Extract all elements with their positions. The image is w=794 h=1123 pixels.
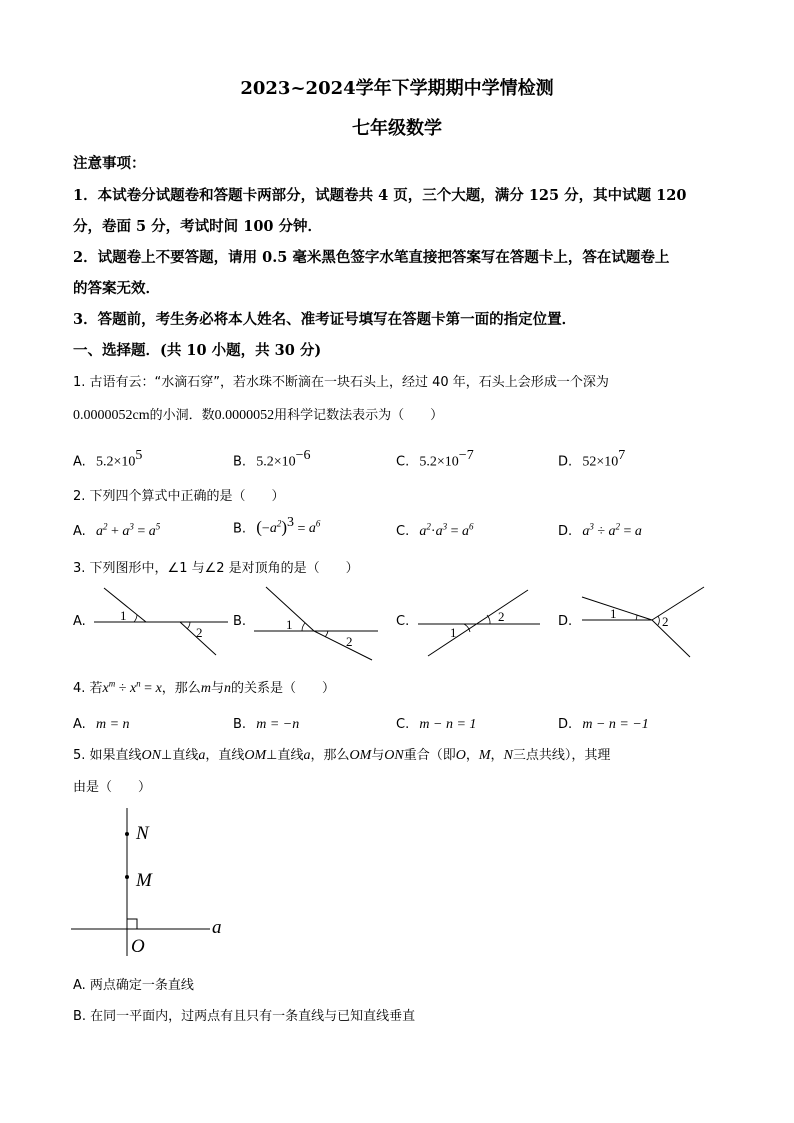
- angle-1-label: 1: [286, 617, 293, 632]
- q1-value-cm: 0.0000052cm: [73, 408, 150, 423]
- note-1-line-1: 1．本试卷分试题卷和答题卡两部分，试题卷共 4 页，三个大题，满分 125 分，其中试题 120: [73, 187, 687, 204]
- q4-option-d[interactable]: D. m − n = −1: [558, 717, 649, 732]
- q3-option-a-label[interactable]: A.: [73, 614, 86, 629]
- q2-option-b[interactable]: B. $(-a^2)^3 = a^6$: [233, 515, 321, 537]
- q2-option-a[interactable]: A. $a^2 + a^3 = a^5$: [73, 521, 161, 539]
- angle-1-label: 1: [120, 608, 127, 623]
- point-o-label: O: [131, 936, 145, 957]
- q1-option-b[interactable]: B. $5.2\times 10^{-6}$: [233, 448, 311, 470]
- q4-stem: 4. 若$x^m \div x^n = x$，那么m与n的关系是（ ）: [73, 678, 335, 696]
- q2-stem: 2. 下列四个算式中正确的是（ ）: [73, 489, 285, 504]
- q5-option-b[interactable]: B. 在同一平面内，过两点有且只有一条直线与已知直线垂直: [73, 1009, 416, 1024]
- q3-figure-a[interactable]: [90, 585, 230, 660]
- q1-stem-line-1: 1. 古语有云：“水滴石穿”，若水珠不断滴在一块石头上，经过 40 年，石头上会形成一个深为: [73, 375, 609, 390]
- angle-2-label: 2: [346, 634, 353, 649]
- q1-option-d[interactable]: D. $52\times 10^7$: [558, 448, 626, 470]
- q3-option-d-label[interactable]: D.: [558, 614, 573, 629]
- q1-value: 0.0000052: [214, 408, 275, 423]
- q1-option-c[interactable]: C. $5.2\times 10^{-7}$: [396, 448, 474, 470]
- page-title: 2023~2024学年下学期期中学情检测: [240, 78, 554, 99]
- q3-option-c-label[interactable]: C.: [396, 614, 410, 629]
- angle-1-label: 1: [450, 625, 457, 640]
- note-1-line-2: 分，卷面 5 分，考试时间 100 分钟．: [73, 218, 323, 235]
- q5-figure: [68, 808, 238, 960]
- notes-heading: 注意事项：: [73, 155, 146, 172]
- q3-figure-c[interactable]: [414, 588, 544, 660]
- q4-option-c[interactable]: C. m − n = 1: [396, 717, 477, 732]
- q3-figure-b[interactable]: [250, 584, 385, 664]
- q4-option-a[interactable]: A. m = n: [73, 717, 130, 732]
- page-subtitle: 七年级数学: [352, 118, 442, 139]
- q1-stem-line-2: 0.0000052cm的小洞．数0.0000052用科学记数法表示为（ ）: [73, 408, 444, 423]
- point-n-label: N: [136, 823, 149, 844]
- angle-2-label: 2: [498, 609, 505, 624]
- q3-figure-d[interactable]: [578, 585, 710, 661]
- angle-2-label: 2: [662, 614, 669, 629]
- q3-stem: 3. 下列图形中，∠1 与∠2 是对顶角的是（ ）: [73, 561, 359, 576]
- q3-option-b-label[interactable]: B.: [233, 614, 247, 629]
- note-3: 3．答题前，考生务必将本人姓名、准考证号填写在答题卡第一面的指定位置．: [73, 311, 577, 328]
- angle-1-label: 1: [610, 606, 617, 621]
- line-a-label: a: [212, 917, 222, 938]
- section-1-heading: 一、选择题．(共 10 小题，共 30 分): [73, 342, 322, 359]
- q5-stem-line-1: 5. 如果直线ON⊥直线a，直线OM⊥直线a，那么OM与ON重合（即O，M，N三点共线），其理: [73, 748, 611, 763]
- angle-2-label: 2: [196, 625, 203, 640]
- q4-option-b[interactable]: B. m = −n: [233, 717, 300, 732]
- q1-option-a[interactable]: A. $5.2\times 10^5$: [73, 448, 143, 470]
- q2-option-c[interactable]: C. $a^2\cdot a^3 = a^6$: [396, 521, 474, 539]
- note-2-line-2: 的答案无效．: [73, 280, 160, 297]
- q5-stem-line-2: 由是（ ）: [73, 780, 152, 795]
- q2-option-d[interactable]: D. $a^3 \div a^2 = a$: [558, 521, 642, 539]
- point-m-label: M: [136, 870, 152, 891]
- q5-option-a[interactable]: A. 两点确定一条直线: [73, 978, 194, 993]
- note-2-line-1: 2．试题卷上不要答题，请用 0.5 毫米黑色签字水笔直接把答案写在答题卡上，答在试题卷上: [73, 249, 670, 266]
